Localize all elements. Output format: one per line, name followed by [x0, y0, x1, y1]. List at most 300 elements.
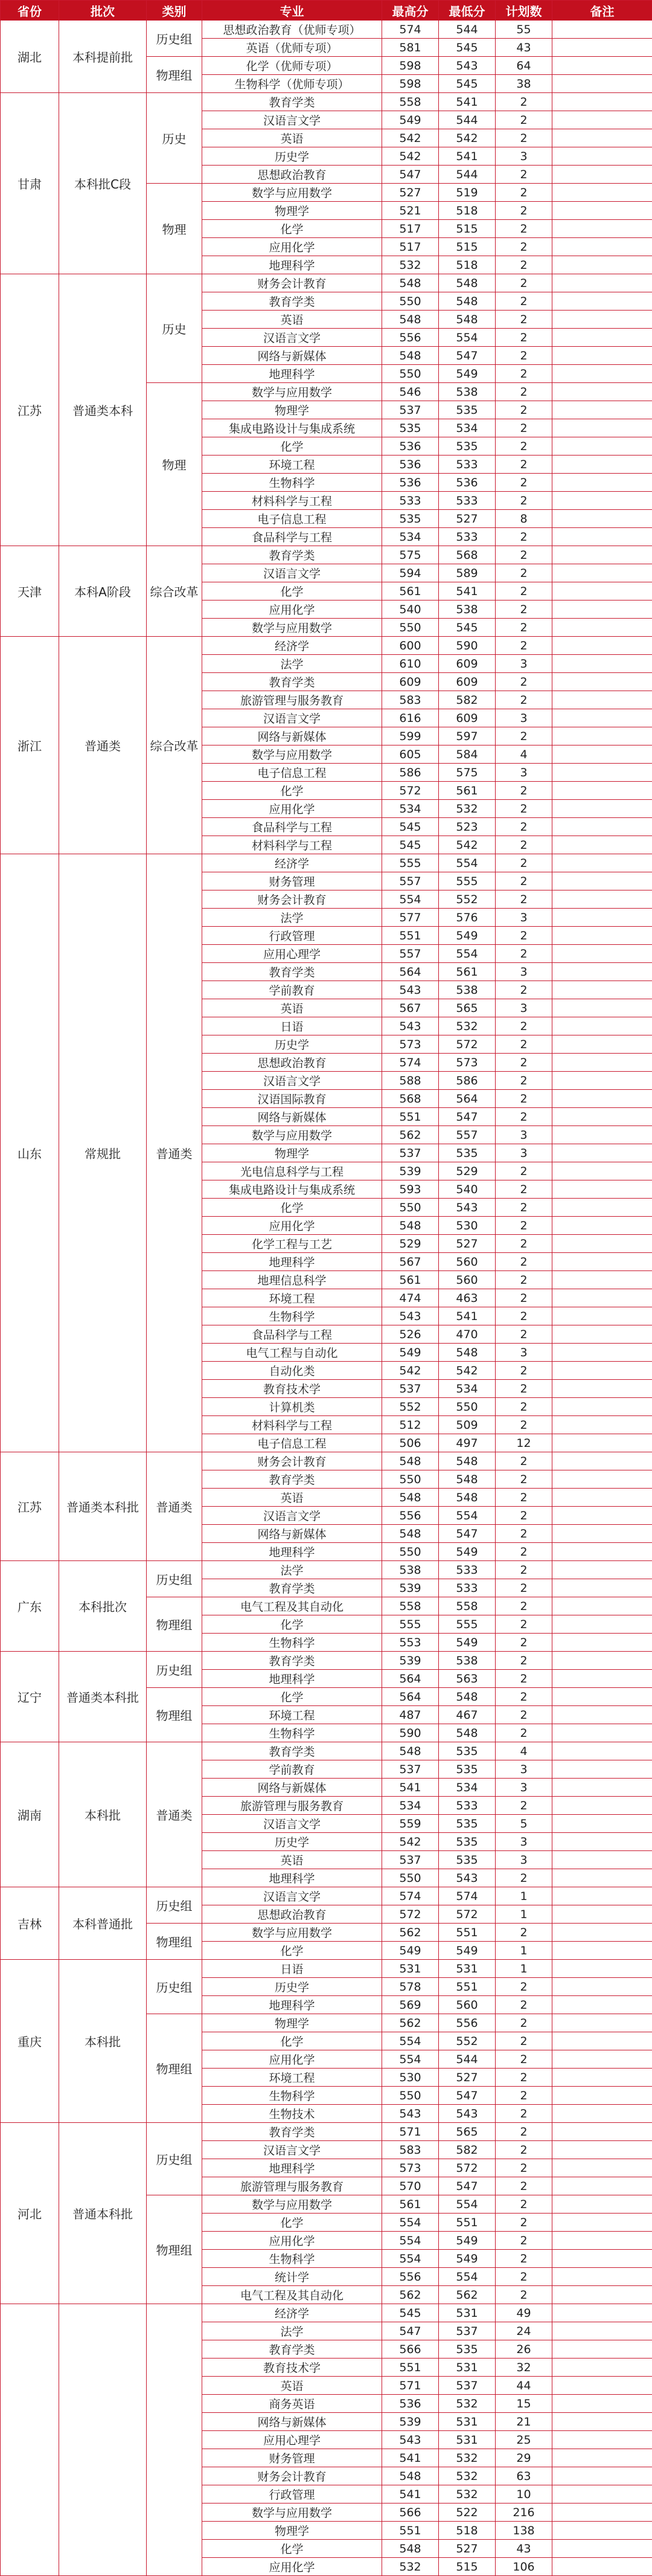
plan-count-cell: 10: [496, 2485, 552, 2504]
major-cell: 教育学类: [202, 673, 382, 691]
major-cell: 教育学类: [202, 1579, 382, 1597]
batch-cell: 本科批: [59, 1960, 147, 2123]
max-score-cell: 543: [382, 981, 439, 999]
plan-count-cell: 25: [496, 2431, 552, 2449]
max-score-cell: 543: [382, 2431, 439, 2449]
remarks-cell: [552, 2050, 652, 2069]
major-cell: 生物科学: [202, 1307, 382, 1325]
plan-count-cell: 2: [496, 1271, 552, 1289]
plan-count-cell: 2: [496, 2159, 552, 2177]
plan-count-cell: 2: [496, 1017, 552, 1035]
max-score-cell: 538: [382, 1561, 439, 1579]
max-score-cell: 542: [382, 1362, 439, 1380]
plan-count-cell: 2: [496, 1869, 552, 1887]
major-cell: 应用化学: [202, 2232, 382, 2250]
max-score-cell: 572: [382, 1905, 439, 1924]
max-score-cell: 542: [382, 129, 439, 147]
remarks-cell: [552, 1996, 652, 2014]
remarks-cell: [552, 1706, 652, 1724]
max-score-cell: 562: [382, 2014, 439, 2032]
major-cell: 教育学类: [202, 1742, 382, 1760]
min-score-cell: 532: [439, 2467, 496, 2485]
plan-count-cell: 2: [496, 1180, 552, 1199]
min-score-cell: 541: [439, 582, 496, 601]
plan-count-cell: 2: [496, 2232, 552, 2250]
max-score-cell: 550: [382, 1543, 439, 1561]
major-cell: 日语: [202, 1960, 382, 1978]
major-cell: 思想政治教育: [202, 1905, 382, 1924]
major-cell: 应用心理学: [202, 2431, 382, 2449]
min-score-cell: 549: [439, 2250, 496, 2268]
max-score-cell: 545: [382, 836, 439, 854]
min-score-cell: 545: [439, 75, 496, 93]
major-cell: 财务会计教育: [202, 274, 382, 292]
max-score-cell: 506: [382, 1434, 439, 1452]
category-cell: 物理组: [147, 1688, 202, 1742]
remarks-cell: [552, 2413, 652, 2431]
remarks-cell: [552, 1434, 652, 1452]
remarks-cell: [552, 854, 652, 872]
batch-cell: 本科普通批: [59, 1887, 147, 1960]
min-score-cell: 548: [439, 1452, 496, 1470]
plan-count-cell: 3: [496, 709, 552, 727]
plan-count-cell: 2: [496, 2141, 552, 2159]
max-score-cell: 529: [382, 1235, 439, 1253]
plan-count-cell: 2: [496, 1470, 552, 1489]
plan-count-cell: 2: [496, 927, 552, 945]
batch-cell: 本科批次: [59, 1561, 147, 1652]
major-cell: 应用化学: [202, 2050, 382, 2069]
major-cell: 物理学: [202, 2522, 382, 2540]
min-score-cell: 530: [439, 1217, 496, 1235]
major-cell: 集成电路设计与集成系统: [202, 1180, 382, 1199]
major-cell: 材料科学与工程: [202, 492, 382, 510]
major-cell: 环境工程: [202, 1706, 382, 1724]
major-cell: 网络与新媒体: [202, 347, 382, 365]
min-score-cell: 551: [439, 1978, 496, 1996]
plan-count-cell: 2: [496, 238, 552, 256]
remarks-cell: [552, 655, 652, 673]
remarks-cell: [552, 1779, 652, 1797]
max-score-cell: 542: [382, 147, 439, 166]
plan-count-cell: 49: [496, 2304, 552, 2322]
header-max-score: 最高分: [382, 1, 439, 21]
max-score-cell: 534: [382, 528, 439, 546]
major-cell: 环境工程: [202, 456, 382, 474]
remarks-cell: [552, 2377, 652, 2395]
max-score-cell: 577: [382, 909, 439, 927]
plan-count-cell: 2: [496, 1670, 552, 1688]
min-score-cell: 560: [439, 1996, 496, 2014]
min-score-cell: 542: [439, 1362, 496, 1380]
remarks-cell: [552, 238, 652, 256]
remarks-cell: [552, 2540, 652, 2558]
remarks-cell: [552, 21, 652, 39]
min-score-cell: 609: [439, 673, 496, 691]
major-cell: 化学: [202, 582, 382, 601]
min-score-cell: 557: [439, 1126, 496, 1144]
plan-count-cell: 2: [496, 836, 552, 854]
min-score-cell: 543: [439, 1869, 496, 1887]
category-cell: 物理组: [147, 2195, 202, 2304]
max-score-cell: 574: [382, 1054, 439, 1072]
max-score-cell: 567: [382, 1253, 439, 1271]
major-cell: 历史学: [202, 1833, 382, 1851]
plan-count-cell: 2: [496, 1597, 552, 1615]
max-score-cell: 547: [382, 166, 439, 184]
province-cell: 重庆: [1, 1960, 59, 2123]
plan-count-cell: 2: [496, 1072, 552, 1090]
plan-count-cell: 64: [496, 57, 552, 75]
min-score-cell: 497: [439, 1434, 496, 1452]
min-score-cell: 535: [439, 437, 496, 456]
max-score-cell: 554: [382, 2032, 439, 2050]
min-score-cell: 547: [439, 2177, 496, 2195]
major-cell: 汉语言文学: [202, 1507, 382, 1525]
min-score-cell: 576: [439, 909, 496, 927]
plan-count-cell: 2: [496, 528, 552, 546]
min-score-cell: 548: [439, 292, 496, 311]
remarks-cell: [552, 1217, 652, 1235]
min-score-cell: 568: [439, 546, 496, 564]
min-score-cell: 537: [439, 2322, 496, 2340]
plan-count-cell: 2: [496, 2214, 552, 2232]
plan-count-cell: 2: [496, 2177, 552, 2195]
min-score-cell: 527: [439, 510, 496, 528]
min-score-cell: 556: [439, 2014, 496, 2032]
max-score-cell: 600: [382, 637, 439, 655]
min-score-cell: 554: [439, 2268, 496, 2286]
min-score-cell: 531: [439, 2304, 496, 2322]
max-score-cell: 588: [382, 1072, 439, 1090]
min-score-cell: 535: [439, 1742, 496, 1760]
max-score-cell: 550: [382, 1869, 439, 1887]
major-cell: 应用化学: [202, 238, 382, 256]
max-score-cell: 594: [382, 564, 439, 582]
max-score-cell: 548: [382, 311, 439, 329]
plan-count-cell: 2: [496, 1054, 552, 1072]
major-cell: 应用化学: [202, 601, 382, 619]
major-cell: 教育学类: [202, 1652, 382, 1670]
header-remarks: 备注: [552, 1, 652, 21]
remarks-cell: [552, 1869, 652, 1887]
remarks-cell: [552, 2159, 652, 2177]
major-cell: 生物科学: [202, 474, 382, 492]
min-score-cell: 548: [439, 1470, 496, 1489]
plan-count-cell: 2: [496, 1634, 552, 1652]
remarks-cell: [552, 800, 652, 818]
major-cell: 应用化学: [202, 1217, 382, 1235]
major-cell: 地理科学: [202, 256, 382, 274]
plan-count-cell: 3: [496, 999, 552, 1017]
max-score-cell: 554: [382, 2214, 439, 2232]
remarks-cell: [552, 1760, 652, 1779]
min-score-cell: 535: [439, 401, 496, 419]
remarks-cell: [552, 546, 652, 564]
remarks-cell: [552, 1344, 652, 1362]
max-score-cell: 549: [382, 111, 439, 129]
min-score-cell: 543: [439, 57, 496, 75]
min-score-cell: 518: [439, 2522, 496, 2540]
min-score-cell: 535: [439, 1851, 496, 1869]
max-score-cell: 537: [382, 1760, 439, 1779]
plan-count-cell: 2: [496, 1090, 552, 1108]
plan-count-cell: 2: [496, 601, 552, 619]
remarks-cell: [552, 872, 652, 890]
major-cell: 财务会计教育: [202, 2467, 382, 2485]
major-cell: 生物技术: [202, 2105, 382, 2123]
min-score-cell: 573: [439, 1054, 496, 1072]
plan-count-cell: 43: [496, 2540, 552, 2558]
major-cell: 网络与新媒体: [202, 727, 382, 745]
plan-count-cell: 29: [496, 2449, 552, 2467]
table-row: [1, 1742, 652, 1760]
remarks-cell: [552, 673, 652, 691]
remarks-cell: [552, 419, 652, 437]
remarks-cell: [552, 2449, 652, 2467]
min-score-cell: 560: [439, 1271, 496, 1289]
remarks-cell: [552, 1797, 652, 1815]
min-score-cell: 544: [439, 111, 496, 129]
header-major: 专业: [202, 1, 382, 21]
remarks-cell: [552, 1090, 652, 1108]
remarks-cell: [552, 347, 652, 365]
max-score-cell: 532: [382, 256, 439, 274]
max-score-cell: 572: [382, 782, 439, 800]
plan-count-cell: 2: [496, 347, 552, 365]
min-score-cell: 536: [439, 474, 496, 492]
category-cell: 物理组: [147, 2014, 202, 2123]
remarks-cell: [552, 383, 652, 401]
remarks-cell: [552, 1017, 652, 1035]
remarks-cell: [552, 2141, 652, 2159]
plan-count-cell: 2: [496, 2250, 552, 2268]
remarks-cell: [552, 1325, 652, 1344]
remarks-cell: [552, 2286, 652, 2304]
min-score-cell: 533: [439, 1797, 496, 1815]
major-cell: 化学（优师专项）: [202, 57, 382, 75]
min-score-cell: 515: [439, 2558, 496, 2576]
remarks-cell: [552, 2558, 652, 2576]
province-cell: 湖南: [1, 1742, 59, 1887]
min-score-cell: 533: [439, 1561, 496, 1579]
plan-count-cell: 2: [496, 2105, 552, 2123]
min-score-cell: 548: [439, 1688, 496, 1706]
max-score-cell: 557: [382, 945, 439, 963]
plan-count-cell: 2: [496, 2069, 552, 2087]
remarks-cell: [552, 2485, 652, 2504]
max-score-cell: 551: [382, 2359, 439, 2377]
plan-count-cell: 3: [496, 1126, 552, 1144]
plan-count-cell: 2: [496, 2123, 552, 2141]
plan-count-cell: 5: [496, 1815, 552, 1833]
province-cell: [1, 2304, 59, 2576]
max-score-cell: 599: [382, 727, 439, 745]
major-cell: 思想政治教育: [202, 1054, 382, 1072]
remarks-cell: [552, 39, 652, 57]
major-cell: 教育学类: [202, 546, 382, 564]
max-score-cell: 545: [382, 2304, 439, 2322]
major-cell: 财务管理: [202, 872, 382, 890]
max-score-cell: 605: [382, 745, 439, 764]
major-cell: 数学与应用数学: [202, 745, 382, 764]
major-cell: 化学: [202, 1199, 382, 1217]
min-score-cell: 609: [439, 709, 496, 727]
table-row: [1, 1561, 652, 1579]
min-score-cell: 548: [439, 311, 496, 329]
remarks-cell: [552, 1180, 652, 1199]
max-score-cell: 548: [382, 1742, 439, 1760]
plan-count-cell: 2: [496, 1325, 552, 1344]
major-cell: 日语: [202, 1017, 382, 1035]
min-score-cell: 541: [439, 147, 496, 166]
major-cell: 历史学: [202, 1035, 382, 1054]
min-score-cell: 538: [439, 981, 496, 999]
min-score-cell: 532: [439, 2395, 496, 2413]
min-score-cell: 538: [439, 1652, 496, 1670]
remarks-cell: [552, 1380, 652, 1398]
min-score-cell: 527: [439, 1235, 496, 1253]
plan-count-cell: 2: [496, 220, 552, 238]
max-score-cell: 573: [382, 1035, 439, 1054]
major-cell: 英语: [202, 999, 382, 1017]
remarks-cell: [552, 1688, 652, 1706]
province-cell: 吉林: [1, 1887, 59, 1960]
min-score-cell: 531: [439, 1960, 496, 1978]
plan-count-cell: 15: [496, 2395, 552, 2413]
header-batch: 批次: [59, 1, 147, 21]
max-score-cell: 567: [382, 999, 439, 1017]
remarks-cell: [552, 999, 652, 1017]
remarks-cell: [552, 1525, 652, 1543]
min-score-cell: 560: [439, 1253, 496, 1271]
plan-count-cell: 2: [496, 1724, 552, 1742]
plan-count-cell: 2: [496, 2014, 552, 2032]
major-cell: 数学与应用数学: [202, 1924, 382, 1942]
max-score-cell: 543: [382, 1307, 439, 1325]
min-score-cell: 547: [439, 1525, 496, 1543]
min-score-cell: 586: [439, 1072, 496, 1090]
remarks-cell: [552, 709, 652, 727]
remarks-cell: [552, 1887, 652, 1905]
major-cell: 经济学: [202, 854, 382, 872]
plan-count-cell: 1: [496, 1960, 552, 1978]
plan-count-cell: 2: [496, 437, 552, 456]
plan-count-cell: 32: [496, 2359, 552, 2377]
plan-count-cell: 2: [496, 1108, 552, 1126]
max-score-cell: 541: [382, 2485, 439, 2504]
max-score-cell: 561: [382, 582, 439, 601]
remarks-cell: [552, 2359, 652, 2377]
major-cell: 行政管理: [202, 927, 382, 945]
plan-count-cell: 2: [496, 93, 552, 111]
min-score-cell: 541: [439, 1307, 496, 1325]
max-score-cell: 556: [382, 329, 439, 347]
table-row: [1, 1452, 652, 1470]
remarks-cell: [552, 1960, 652, 1978]
max-score-cell: 535: [382, 510, 439, 528]
max-score-cell: 548: [382, 1525, 439, 1543]
min-score-cell: 519: [439, 184, 496, 202]
major-cell: 数学与应用数学: [202, 619, 382, 637]
max-score-cell: 539: [382, 2413, 439, 2431]
remarks-cell: [552, 2232, 652, 2250]
min-score-cell: 549: [439, 365, 496, 383]
major-cell: 化学: [202, 2540, 382, 2558]
plan-count-cell: 2: [496, 1543, 552, 1561]
remarks-cell: [552, 2214, 652, 2232]
plan-count-cell: 2: [496, 691, 552, 709]
plan-count-cell: 3: [496, 1779, 552, 1797]
min-score-cell: 563: [439, 1670, 496, 1688]
major-cell: 英语: [202, 1851, 382, 1869]
major-cell: 应用心理学: [202, 945, 382, 963]
category-cell: 历史: [147, 274, 202, 383]
major-cell: 思想政治教育: [202, 166, 382, 184]
max-score-cell: 566: [382, 2504, 439, 2522]
plan-count-cell: 3: [496, 1344, 552, 1362]
min-score-cell: 523: [439, 818, 496, 836]
province-cell: 河北: [1, 2123, 59, 2304]
min-score-cell: 554: [439, 1507, 496, 1525]
remarks-cell: [552, 2195, 652, 2214]
min-score-cell: 572: [439, 2159, 496, 2177]
remarks-cell: [552, 2014, 652, 2032]
min-score-cell: 527: [439, 2069, 496, 2087]
major-cell: 汉语言文学: [202, 1072, 382, 1090]
province-cell: 山东: [1, 854, 59, 1452]
max-score-cell: 550: [382, 1199, 439, 1217]
table-body: [1, 21, 652, 2576]
major-cell: 地理科学: [202, 2159, 382, 2177]
plan-count-cell: 2: [496, 474, 552, 492]
min-score-cell: 549: [439, 1942, 496, 1960]
remarks-cell: [552, 510, 652, 528]
category-cell: 物理组: [147, 57, 202, 93]
max-score-cell: 550: [382, 365, 439, 383]
remarks-cell: [552, 1452, 652, 1470]
major-cell: 法学: [202, 2322, 382, 2340]
plan-count-cell: 2: [496, 1380, 552, 1398]
min-score-cell: 572: [439, 1905, 496, 1924]
max-score-cell: 517: [382, 238, 439, 256]
remarks-cell: [552, 1470, 652, 1489]
min-score-cell: 518: [439, 256, 496, 274]
remarks-cell: [552, 2268, 652, 2286]
plan-count-cell: 2: [496, 872, 552, 890]
max-score-cell: 535: [382, 419, 439, 437]
max-score-cell: 561: [382, 2195, 439, 2214]
major-cell: 法学: [202, 909, 382, 927]
max-score-cell: 550: [382, 1470, 439, 1489]
remarks-cell: [552, 311, 652, 329]
max-score-cell: 551: [382, 927, 439, 945]
plan-count-cell: 2: [496, 1489, 552, 1507]
province-cell: 甘肃: [1, 93, 59, 274]
remarks-cell: [552, 2250, 652, 2268]
min-score-cell: 509: [439, 1416, 496, 1434]
max-score-cell: 548: [382, 2540, 439, 2558]
max-score-cell: 546: [382, 383, 439, 401]
max-score-cell: 553: [382, 1634, 439, 1652]
major-cell: 经济学: [202, 637, 382, 655]
min-score-cell: 543: [439, 1199, 496, 1217]
plan-count-cell: 2: [496, 311, 552, 329]
min-score-cell: 582: [439, 2141, 496, 2159]
remarks-cell: [552, 437, 652, 456]
major-cell: 化学: [202, 782, 382, 800]
batch-cell: 本科提前批: [59, 21, 147, 93]
